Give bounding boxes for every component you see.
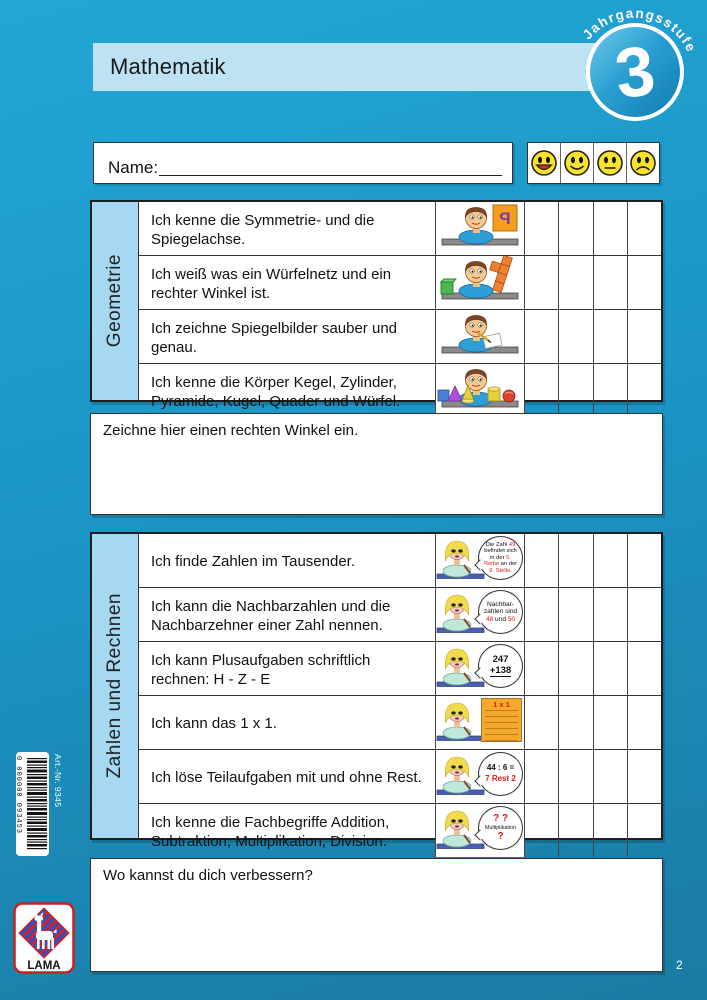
girl-speech-illustration xyxy=(435,588,524,641)
statement-row xyxy=(139,642,661,696)
improvement-writing-box[interactable] xyxy=(90,858,663,972)
section-label: Zahlen und Rechnen xyxy=(104,593,125,779)
smiley-strip xyxy=(527,142,660,184)
name-input-line[interactable] xyxy=(159,162,502,176)
rating-cell[interactable] xyxy=(524,256,558,309)
prompt-text: Wo kannst du dich verbessern? xyxy=(103,867,313,884)
rating-cell[interactable] xyxy=(593,750,627,803)
statement-row xyxy=(139,534,661,588)
article-number-label: Art.-Nr. 9345 xyxy=(53,754,63,808)
statement-row xyxy=(139,588,661,642)
boy-drawing-illustration xyxy=(435,310,524,363)
statement-text: Ich finde Zahlen im Tausender. xyxy=(151,553,356,571)
boy-cube-net-illustration xyxy=(435,256,524,309)
rating-cell[interactable] xyxy=(593,696,627,749)
right-angle-drawing-box[interactable] xyxy=(90,413,663,515)
rating-cell[interactable] xyxy=(558,642,592,695)
grade-badge xyxy=(577,0,705,128)
badge-number: 3 xyxy=(610,30,660,114)
statement-text: Ich kann die Nachbarzahlen und die Nachbarzehner einer Zahl nennen. xyxy=(151,597,391,634)
page-title: Mathematik xyxy=(110,54,226,79)
statement-row xyxy=(139,256,661,310)
rating-cell[interactable] xyxy=(627,202,661,255)
girl-speech-illustration xyxy=(435,642,524,695)
rating-cell[interactable] xyxy=(558,364,592,417)
statement-text: Ich weiß was ein Würfelnetz und ein rechter Winkel ist. xyxy=(151,265,392,302)
smiley-sad-icon xyxy=(627,143,659,183)
girl-speech-illustration xyxy=(435,750,524,803)
rating-cell[interactable] xyxy=(524,588,558,641)
mirrored-letter: P xyxy=(499,209,511,228)
speech-bubble: Die Zahl 49 befindet sich in der 5. Reihe an der 9. Stelle. xyxy=(478,536,523,580)
rating-cell[interactable] xyxy=(558,750,592,803)
rating-cell[interactable] xyxy=(524,310,558,363)
header-bar xyxy=(93,43,660,91)
rating-cell[interactable] xyxy=(524,642,558,695)
rating-cell[interactable] xyxy=(524,696,558,749)
smiley-very-happy-icon xyxy=(528,143,561,183)
statement-text: Ich zeichne Spiegelbilder sauber und genau. xyxy=(151,319,397,356)
statement-text: Ich kenne die Fachbegriffe Addition, Subtraktion, Multiplikation, Division. xyxy=(151,813,390,850)
rating-cell[interactable] xyxy=(627,804,661,857)
speech-bubble: 247 +138 xyxy=(478,644,523,688)
rating-cell[interactable] xyxy=(593,534,627,587)
statement-text: Ich kann Plusaufgaben schriftlich rechnen: H - Z - E xyxy=(151,651,371,688)
statement-text: Ich kenne die Symmetrie- und die Spiegelachse. xyxy=(151,211,375,248)
girl-speech-illustration xyxy=(435,804,524,857)
statement-row xyxy=(139,364,661,417)
rating-cell[interactable] xyxy=(627,256,661,309)
rating-cell[interactable] xyxy=(593,804,627,857)
rating-cell[interactable] xyxy=(627,534,661,587)
rating-cell[interactable] xyxy=(524,202,558,255)
rating-cell[interactable] xyxy=(593,310,627,363)
rating-cell[interactable] xyxy=(627,310,661,363)
badge-arc-label: Jahrgangsstufe xyxy=(579,5,700,56)
one-times-one-chart: 1 x 1 xyxy=(481,698,522,742)
section-geometrie xyxy=(90,200,663,410)
section-zahlen-und-rechnen xyxy=(90,532,663,850)
statement-row xyxy=(139,310,661,364)
section-label: Geometrie xyxy=(104,254,125,348)
rating-cell[interactable] xyxy=(558,256,592,309)
barcode-digits: 0 000000 093453 xyxy=(14,756,22,835)
rating-cell[interactable] xyxy=(558,310,592,363)
rating-cell[interactable] xyxy=(524,364,558,417)
smiley-happy-icon xyxy=(561,143,594,183)
rating-cell[interactable] xyxy=(558,202,592,255)
rating-cell[interactable] xyxy=(558,804,592,857)
rating-cell[interactable] xyxy=(593,588,627,641)
section-label-column xyxy=(92,534,139,838)
girl-1x1-chart-illustration xyxy=(435,696,524,749)
girl-speech-illustration xyxy=(435,534,524,587)
statement-row xyxy=(139,696,661,750)
statement-row xyxy=(139,750,661,804)
statement-text: Ich kann das 1 x 1. xyxy=(151,715,277,733)
rating-cell[interactable] xyxy=(627,364,661,417)
rating-cell[interactable] xyxy=(524,534,558,587)
statement-row xyxy=(139,202,661,256)
rating-cell[interactable] xyxy=(593,642,627,695)
rating-cell[interactable] xyxy=(524,804,558,857)
rating-cell[interactable] xyxy=(627,642,661,695)
logo-text: LAMA xyxy=(27,960,61,972)
rating-cell[interactable] xyxy=(558,534,592,587)
rating-cell[interactable] xyxy=(627,588,661,641)
speech-bubble: 44 : 6 = 7 Rest 2 xyxy=(478,752,523,796)
speech-bubble: ? ? Multiplikation ? xyxy=(478,806,523,850)
section-label-column xyxy=(92,202,139,400)
lama-logo xyxy=(13,902,75,974)
barcode-bars xyxy=(27,756,47,852)
rating-cell[interactable] xyxy=(627,696,661,749)
statement-text: Ich löse Teilaufgaben mit und ohne Rest. xyxy=(151,769,422,787)
rating-cell[interactable] xyxy=(524,750,558,803)
statement-row xyxy=(139,804,661,857)
rating-cell[interactable] xyxy=(627,750,661,803)
name-label: Name: xyxy=(108,158,159,177)
rating-cell[interactable] xyxy=(593,364,627,417)
smiley-neutral-icon xyxy=(594,143,627,183)
rating-cell[interactable] xyxy=(593,202,627,255)
rating-cell[interactable] xyxy=(558,588,592,641)
boy-mirror-letter-illustration xyxy=(435,202,524,255)
statement-text: Ich kenne die Körper Kegel, Zylinder, Pyramide, Kugel, Quader und Würfel. xyxy=(151,373,401,410)
speech-bubble: Nachbar-zahlen sind 48 und 50 xyxy=(478,590,523,634)
prompt-text: Zeichne hier einen rechten Winkel ein. xyxy=(103,422,359,439)
rating-cell[interactable] xyxy=(593,256,627,309)
boy-3d-shapes-illustration xyxy=(435,364,524,417)
rating-cell[interactable] xyxy=(558,696,592,749)
barcode xyxy=(16,752,49,856)
page-number: 2 xyxy=(676,958,683,972)
name-box xyxy=(93,142,513,184)
